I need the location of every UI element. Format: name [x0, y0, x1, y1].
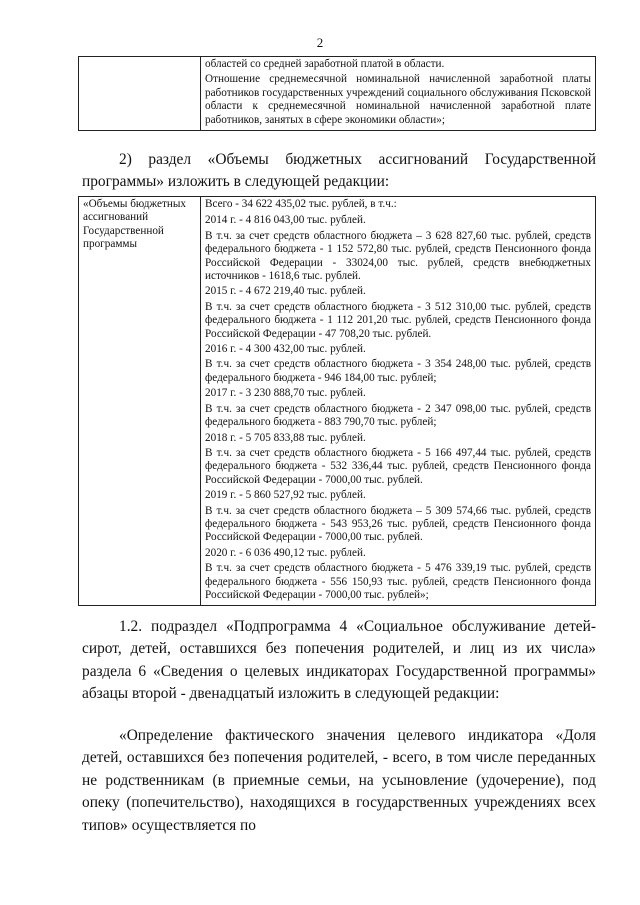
- paragraph: «Определение фактического значения целевого индикатора «Доля детей, оставшихся без попечения родителей, - всего, в том числе переданных не родственникам (в приемные семьи, на усыновление (удочерение), под опеку (попечительство), находящихся в государственных учреждениях всех типов» осуществляется по: [82, 727, 596, 834]
- budget-breakdown: В т.ч. за счет средств областного бюджета - 3 354 248,00 тыс. рублей, средств федерального бюджета - 946 184,00 тыс. рублей;: [205, 358, 591, 384]
- indicator-text: Отношение среднемесячной номинальной начисленной заработной платы работников государственных учреждений социального обслуживания Псковской области к среднемесячной номинальной начисленной заработной плате работников, занятых в сфере экономики области»;: [205, 73, 591, 126]
- budget-breakdown: В т.ч. за счет средств областного бюджета – 5 309 574,66 тыс. рублей, средств федерального бюджета - 543 953,26 тыс. рублей, средств Пенсионного фонда Российской Федерации - 7000,00 тыс. рублей.: [205, 504, 591, 544]
- budget-breakdown: В т.ч. за счет средств областного бюджета - 2 347 098,00 тыс. рублей, средств федерального бюджета - 883 790,70 тыс. рублей;: [205, 402, 591, 429]
- paragraph: 2) раздел «Объемы бюджетных ассигнований Государственной программы» изложить в следующей редакции:: [82, 151, 596, 191]
- budget-breakdown: В т.ч. за счет средств областного бюджета - 5 166 497,44 тыс. рублей, средств федерального бюджета - 532 336,44 тыс. рублей, средств Пенсионного фонда Российской Федерации - 7000,00 тыс. рублей.: [205, 446, 591, 486]
- budget-year: 2020 г. - 6 036 490,12 тыс. рублей.: [205, 546, 366, 559]
- page-number: 2: [316, 35, 324, 50]
- table-label-cell: [79, 197, 201, 606]
- budget-year: 2017 г. - 3 230 888,70 тыс. рублей.: [205, 387, 366, 400]
- table-row: [79, 197, 596, 606]
- budget-year: 2016 г. - 4 300 432,00 тыс. рублей.: [205, 343, 366, 356]
- table-content-cell: [201, 197, 596, 606]
- budget-year: 2015 г. - 4 672 219,40 тыс. рублей.: [205, 285, 366, 298]
- section-2-heading: [82, 149, 596, 194]
- paragraph: 1.2. подраздел «Подпрограмма 4 «Социальное обслуживание детей-сирот, детей, оставшихся без попечения родителей, и лиц из их числа» раздела 6 «Сведения о целевых индикаторах Государственной программы» абзацы второй - двенадцатый изложить в следующей редакции:: [82, 618, 596, 703]
- budget-year: 2019 г. - 5 860 527,92 тыс. рублей.: [205, 489, 366, 502]
- indicator-text: областей со средней заработной платой в области.: [205, 58, 445, 70]
- table-label: «Объемы бюджетных ассигнований Государственной программы: [83, 198, 186, 251]
- paragraph-1-2: [82, 616, 596, 706]
- budget-year: 2018 г. - 5 705 833,88 тыс. рублей.: [205, 431, 366, 444]
- budget-breakdown: В т.ч. за счет средств областного бюджета - 5 476 339,19 тыс. рублей, средств федерального бюджета - 556 150,93 тыс. рублей, средств Пенсионного фонда Российской Федерации - 7000,00 тыс. рублей»;: [205, 562, 591, 601]
- budget-allocations-table: [78, 196, 596, 606]
- budget-breakdown: В т.ч. за счет средств областного бюджета – 3 628 827,60 тыс. рублей, средств федерального бюджета - 1 152 572,80 тыс. рублей, средств Пенсионного фонда Российской Федерации - 33024,00 тыс. рублей, средств внебюджетных источников - 1618,6 тыс. рублей.: [205, 229, 591, 283]
- budget-year: 2014 г. - 4 816 043,00 тыс. рублей.: [205, 214, 366, 227]
- budget-breakdown: В т.ч. за счет средств областного бюджета - 3 512 310,00 тыс. рублей, средств федерального бюджета - 1 112 201,20 тыс. рублей, средств Пенсионного фонда Российской Федерации - 47 708,20 тыс. рублей.: [205, 300, 591, 340]
- table-content-cell: [201, 57, 596, 131]
- paragraph-quote: [82, 725, 596, 837]
- indicators-table-continuation: [78, 56, 596, 131]
- table-row: [79, 57, 596, 131]
- table-label-cell: [79, 57, 201, 131]
- budget-total: Всего - 34 622 435,02 тыс. рублей, в т.ч.:: [205, 198, 397, 210]
